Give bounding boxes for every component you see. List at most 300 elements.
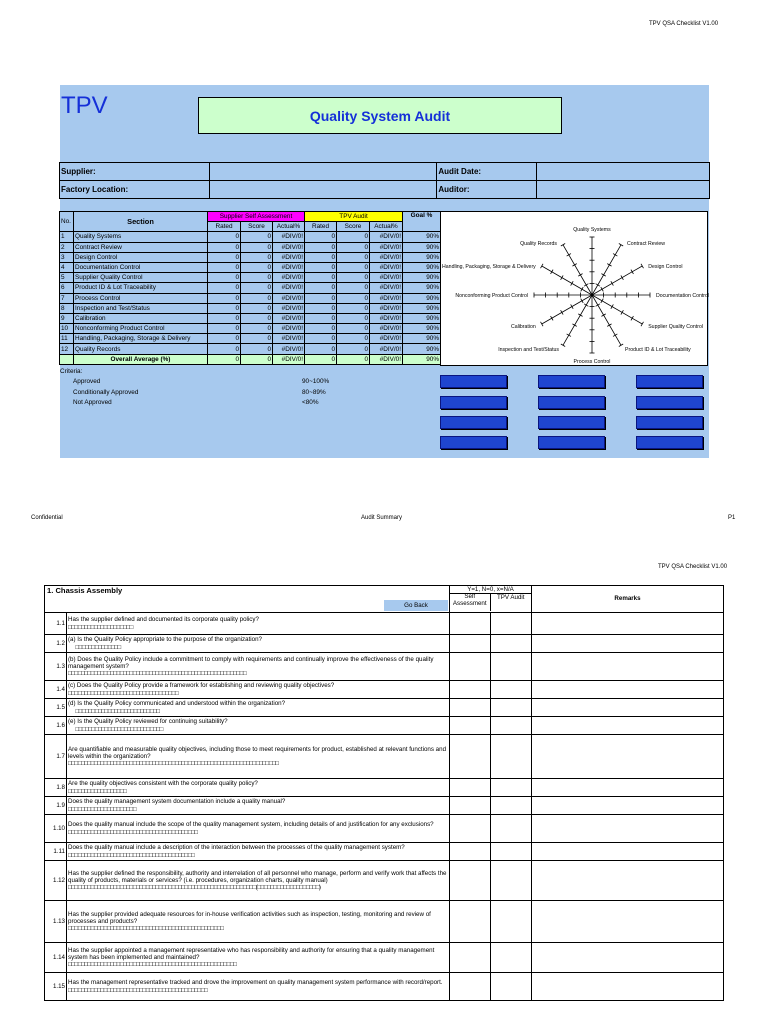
goal-value: 90% <box>403 344 441 354</box>
question-translation: □□□□□□□□□□□□□□□□□□□□□□□□□□□ <box>68 725 163 733</box>
radar-axis <box>592 295 642 324</box>
remarks-column-header: Remarks <box>532 586 724 613</box>
score-value: #DIV/0! <box>370 334 403 344</box>
score-value: 0 <box>305 303 337 313</box>
tpv-audit-input[interactable] <box>491 797 532 815</box>
radar-axis-label: Inspection and Test/Status <box>498 347 559 354</box>
section-nav-button[interactable] <box>538 436 605 449</box>
section-number: 5 <box>60 273 74 283</box>
score-value: 0 <box>337 324 370 334</box>
score-value: 0 <box>337 262 370 272</box>
criteria-range: <80% <box>302 399 319 407</box>
scale-note: Y=1, N=0, x=N/A <box>450 586 531 594</box>
tpv-audit-input[interactable] <box>491 699 532 717</box>
score-value: 0 <box>241 313 273 323</box>
score-value: 0 <box>305 262 337 272</box>
score-value: #DIV/0! <box>273 293 305 303</box>
item-number: 1.8 <box>45 779 67 797</box>
score-value: 0 <box>337 273 370 283</box>
footer-confidential: Confidential <box>31 515 63 521</box>
item-number: 1.9 <box>45 797 67 815</box>
question-text: Has the supplier defined the responsibility, authority and interrelation of all personnel who manage, perform and verify work that affects the quality of products, materials or services? (i.e. procedures, organization charts, quality manual) <box>68 869 447 884</box>
score-value: 0 <box>305 344 337 354</box>
score-value: 0 <box>305 252 337 262</box>
score-value: #DIV/0! <box>370 273 403 283</box>
page-header-version: TPV QSA Checklist V1.00 <box>649 21 719 27</box>
checklist-row <box>45 843 724 861</box>
self-assessment-input[interactable] <box>450 613 491 635</box>
self-assessment-input[interactable] <box>450 815 491 843</box>
overall-value: #DIV/0! <box>273 354 305 364</box>
score-value: #DIV/0! <box>273 232 305 242</box>
score-value: 0 <box>241 293 273 303</box>
checklist-row <box>45 653 724 681</box>
criteria-label: Approved <box>73 378 101 386</box>
question-translation: □□□□□□□□□□□□□□□□□□□□□□□□□□□□□□□□□□□□□□□□□□□□□□□□□□□□□□□□□□□□□□□□□ <box>68 760 279 768</box>
score-value: 0 <box>208 232 241 242</box>
checklist-row <box>45 717 724 735</box>
radar-axis <box>542 295 592 324</box>
score-value: #DIV/0! <box>370 242 403 252</box>
auditor-label: Auditor: <box>437 181 537 199</box>
question-cell <box>67 861 450 901</box>
score-value: 0 <box>337 283 370 293</box>
question-text: Has the management representative tracked and drove the improvement on quality management system performance with record/report. <box>68 979 443 987</box>
radar-axis <box>563 295 592 345</box>
section-score-row <box>60 273 441 283</box>
radar-tick <box>619 244 623 247</box>
item-number: 1.10 <box>45 815 67 843</box>
remarks-input[interactable] <box>532 681 724 699</box>
score-value: 0 <box>337 313 370 323</box>
criteria-title: Criteria: <box>60 367 83 375</box>
question-translation: □□□□□□□□□□□□□□□□□□□□□□□□□□□□□□□□□□□□□□□□ <box>68 828 198 836</box>
radar-tick <box>551 316 554 320</box>
tpv-audit-input[interactable] <box>491 735 532 779</box>
question-translation: □□□□□□□□□□□□□□□□□□□□ <box>68 623 133 631</box>
self-assessment-column-header: Self Assessment <box>450 594 491 611</box>
score-value: #DIV/0! <box>370 344 403 354</box>
score-value: 0 <box>241 303 273 313</box>
score-value: 0 <box>208 273 241 283</box>
radar-tick <box>561 275 564 279</box>
question-cell <box>67 653 450 681</box>
self-assessment-input[interactable] <box>450 735 491 779</box>
tpv-audit-input[interactable] <box>491 681 532 699</box>
radar-tick <box>613 254 617 256</box>
section-number: 12 <box>60 344 74 354</box>
section-name: Product ID & Lot Traceability <box>74 283 208 293</box>
radar-tick <box>611 281 614 285</box>
overall-value: 0 <box>337 354 370 364</box>
question-cell <box>67 735 450 779</box>
self-assessment-input[interactable] <box>450 699 491 717</box>
section-score-row <box>60 303 441 313</box>
supplier-label: Supplier: <box>60 163 210 181</box>
section-nav-button[interactable] <box>636 396 703 409</box>
radar-tick <box>641 322 644 326</box>
criteria-label: Conditionally Approved <box>73 388 139 396</box>
section-nav-button[interactable] <box>636 416 703 429</box>
score-value: 0 <box>305 334 337 344</box>
checklist-row <box>45 735 724 779</box>
radar-tick <box>571 304 574 308</box>
section-score-row <box>60 324 441 334</box>
section-score-row <box>60 242 441 252</box>
question-cell <box>67 779 450 797</box>
self-assessment-input[interactable] <box>450 681 491 699</box>
section-nav-button[interactable] <box>538 416 605 429</box>
self-assessment-input[interactable] <box>450 779 491 797</box>
score-value: 0 <box>241 242 273 252</box>
section-nav-button[interactable] <box>636 375 703 388</box>
radar-tick <box>601 314 605 317</box>
radar-axis-label: Calibration <box>510 324 536 330</box>
score-value: 0 <box>208 252 241 262</box>
radar-tick <box>561 244 565 247</box>
auditor-field[interactable] <box>537 181 710 199</box>
tpv-audit-input[interactable] <box>491 973 532 1001</box>
self-assessment-input[interactable] <box>450 797 491 815</box>
overall-value: 0 <box>208 354 241 364</box>
radar-tick <box>581 287 584 291</box>
radar-tick <box>567 254 571 256</box>
score-value: 0 <box>337 293 370 303</box>
item-number: 1.15 <box>45 973 67 1001</box>
score-value: #DIV/0! <box>273 334 305 344</box>
radar-tick <box>601 274 605 277</box>
self-assessment-input[interactable] <box>450 861 491 901</box>
question-cell <box>67 635 450 653</box>
section-nav-button[interactable] <box>440 396 507 409</box>
score-value: 0 <box>241 334 273 344</box>
radar-axis-label: Quality Systems <box>573 227 611 233</box>
section-name: Nonconforming Product Control <box>74 324 208 334</box>
checklist-row <box>45 635 724 653</box>
question-text: Does the quality manual include a description of the interaction between the processes of the quality management system? <box>68 844 405 852</box>
section-name: Process Control <box>74 293 208 303</box>
score-value: 0 <box>241 324 273 334</box>
tpv-audit-input[interactable] <box>491 843 532 861</box>
goal-value: 90% <box>403 313 441 323</box>
goal-value: 90% <box>403 283 441 293</box>
section-nav-button[interactable] <box>538 375 605 388</box>
score-value: #DIV/0! <box>370 252 403 262</box>
goal-value: 90% <box>403 303 441 313</box>
section-score-row <box>60 344 441 354</box>
overall-value: 0 <box>241 354 273 364</box>
goal-value: 90% <box>403 334 441 344</box>
goal-value: 90% <box>403 242 441 252</box>
radar-tick <box>596 304 600 307</box>
score-column-header <box>450 586 532 613</box>
score-subheader: Actual% <box>273 222 305 232</box>
remarks-input[interactable] <box>532 797 724 815</box>
overall-no-cell <box>60 354 74 364</box>
question-text: Has the supplier appointed a management representative who has responsibility and authority for ensuring that a quality management system has been implemented and maintained? <box>68 946 435 961</box>
score-value: 0 <box>208 303 241 313</box>
section-nav-button[interactable] <box>636 436 703 449</box>
radar-tick <box>621 275 624 279</box>
section-nav-button[interactable] <box>440 416 507 429</box>
question-cell <box>67 843 450 861</box>
self-assessment-input[interactable] <box>450 717 491 735</box>
radar-tick <box>613 334 617 337</box>
score-subheader: Actual% <box>370 222 403 232</box>
score-value: #DIV/0! <box>273 242 305 252</box>
score-subheader: Rated <box>208 222 241 232</box>
goal-value: 90% <box>403 262 441 272</box>
question-text: (c) Does the Quality Policy provide a framework for establishing and reviewing quality objectives? <box>68 682 335 690</box>
score-value: 0 <box>337 334 370 344</box>
section-name: Calibration <box>74 313 208 323</box>
section-title: 1. Chassis Assembly <box>47 586 123 595</box>
tpv-audit-input[interactable] <box>491 943 532 973</box>
goal-value: 90% <box>403 293 441 303</box>
checklist-row <box>45 861 724 901</box>
radar-tick <box>584 284 588 287</box>
audit-info-table <box>59 162 710 199</box>
question-translation: □□□□□□□□□□□□□□□□□□□□□□□□□□□□□□□□□□□□□□□□□□□□□□□□□□□□□□□□□□(□□□□□□□□□□□□□□□□□□□) <box>68 884 321 892</box>
score-value: 0 <box>305 283 337 293</box>
goal-value: 90% <box>403 273 441 283</box>
score-value: 0 <box>208 293 241 303</box>
tpv-audit-input[interactable] <box>491 635 532 653</box>
section-number: 4 <box>60 262 74 272</box>
question-cell <box>67 901 450 943</box>
checklist-row <box>45 797 724 815</box>
score-value: #DIV/0! <box>273 262 305 272</box>
question-text: Has the supplier provided adequate resources for in-house verification activities such as inspection, testing, monitoring and review of processes and products? <box>68 910 431 925</box>
radar-tick <box>596 284 600 287</box>
goal-value: 90% <box>403 252 441 262</box>
section-header: Section <box>74 212 208 232</box>
remarks-input[interactable] <box>532 973 724 1001</box>
remarks-input[interactable] <box>532 717 724 735</box>
remarks-input[interactable] <box>532 635 724 653</box>
radar-axis <box>592 295 621 345</box>
self-assessment-input[interactable] <box>450 843 491 861</box>
radar-tick <box>621 310 624 314</box>
question-cell <box>67 699 450 717</box>
factory-location-label: Factory Location: <box>60 181 210 199</box>
item-number: 1.11 <box>45 843 67 861</box>
radar-axis-label: Contract Review <box>627 240 666 247</box>
question-text: Are quantifiable and measurable quality objectives, including those to meet requirements for product, established at relevant functions and levels within the organization? <box>68 745 447 760</box>
radar-axis-label: Product ID & Lot Traceability <box>625 347 691 354</box>
go-back-button[interactable]: Go Back <box>384 600 448 611</box>
tpv-audit-input[interactable] <box>491 779 532 797</box>
goal-header: Goal % <box>403 212 441 232</box>
radar-tick <box>541 322 544 326</box>
remarks-input[interactable] <box>532 901 724 943</box>
section-nav-button[interactable] <box>538 396 605 409</box>
question-translation: □□□□□□□□□□□□□□□□□□□□□□□□□□□□□□□□□□□□□□□□□□□□□□□□□□□□ <box>68 961 237 969</box>
checklist-row <box>45 901 724 943</box>
radar-chart <box>440 211 708 366</box>
score-value: #DIV/0! <box>273 344 305 354</box>
score-value: 0 <box>208 313 241 323</box>
question-cell <box>67 717 450 735</box>
tpv-audit-input[interactable] <box>491 815 532 843</box>
criteria-range: 90~100% <box>302 378 330 386</box>
checklist-row <box>45 973 724 1001</box>
section-score-table <box>59 211 441 365</box>
footer-title: Audit Summary <box>361 515 403 521</box>
question-cell <box>67 815 450 843</box>
section-number: 8 <box>60 303 74 313</box>
remarks-input[interactable] <box>532 735 724 779</box>
question-text: (e) Is the Quality Policy reviewed for continuing suitability? <box>68 718 228 726</box>
checklist-row <box>45 943 724 973</box>
checklist-row <box>45 613 724 635</box>
radar-tick <box>631 316 634 320</box>
question-translation: □□□□□□□□□□□□□□□□□□ <box>68 787 127 795</box>
section-name: Quality Systems <box>74 232 208 242</box>
remarks-input[interactable] <box>532 943 724 973</box>
radar-axis <box>542 266 592 295</box>
score-value: 0 <box>337 344 370 354</box>
item-number: 1.2 <box>45 635 67 653</box>
remarks-input[interactable] <box>532 843 724 861</box>
section-number: 2 <box>60 242 74 252</box>
section-number: 7 <box>60 293 74 303</box>
score-subheader: Score <box>337 222 370 232</box>
radar-axis-label: Supplier Quality Control <box>648 324 704 330</box>
radar-tick <box>572 324 576 327</box>
section-name: Supplier Quality Control <box>74 273 208 283</box>
remarks-input[interactable] <box>532 613 724 635</box>
score-value: #DIV/0! <box>273 303 305 313</box>
remarks-input[interactable] <box>532 653 724 681</box>
section-number: 1 <box>60 232 74 242</box>
radar-axis-label: Design Control <box>648 264 683 270</box>
score-value: 0 <box>337 242 370 252</box>
remarks-input[interactable] <box>532 815 724 843</box>
remarks-input[interactable] <box>532 861 724 901</box>
overall-goal: 90% <box>403 354 441 364</box>
criteria-block <box>60 366 340 408</box>
question-translation: □□□□□□□□□□□□□□ <box>68 643 121 651</box>
tpv-audit-input[interactable] <box>491 717 532 735</box>
score-value: 0 <box>241 232 273 242</box>
question-translation: □□□□□□□□□□□□□□□□□□□□□□□□□□□□□□□□□□□□□□□ <box>68 851 195 859</box>
radar-tick <box>561 310 564 314</box>
score-value: #DIV/0! <box>370 313 403 323</box>
overall-value: #DIV/0! <box>370 354 403 364</box>
tpv-audit-input[interactable] <box>491 653 532 681</box>
tpv-audit-input[interactable] <box>491 901 532 943</box>
remarks-input[interactable] <box>532 699 724 717</box>
score-value: #DIV/0! <box>370 324 403 334</box>
radar-tick <box>601 287 604 291</box>
score-value: 0 <box>208 242 241 252</box>
question-text: Has the supplier defined and documented its corporate quality policy? <box>68 616 259 624</box>
item-number: 1.13 <box>45 901 67 943</box>
score-value: #DIV/0! <box>273 313 305 323</box>
radar-tick <box>581 299 584 303</box>
section-name: Handling, Packaging, Storage & Delivery <box>74 334 208 344</box>
radar-axis-label: Nonconforming Product Control <box>455 293 528 299</box>
question-translation: □□□□□□□□□□□□□□□□□□□□□□□□□□□□□□□□□□□□□□□□□□□ <box>68 986 208 994</box>
question-text: (b) Does the Quality Policy include a commitment to comply with requirements and continually improve the effectiveness of the quality management system? <box>68 655 434 670</box>
question-cell <box>67 943 450 973</box>
section-nav-button[interactable] <box>440 375 507 388</box>
section-score-row <box>60 283 441 293</box>
item-number: 1.6 <box>45 717 67 735</box>
radar-axis-label: Quality Records <box>520 240 557 247</box>
score-value: #DIV/0! <box>273 273 305 283</box>
question-text: (d) Is the Quality Policy communicated and understood within the organization? <box>68 700 286 708</box>
goal-value: 90% <box>403 324 441 334</box>
checklist-row <box>45 681 724 699</box>
radar-chart-svg <box>441 212 709 367</box>
question-text: (a) Is the Quality Policy appropriate to the purpose of the organization? <box>68 636 262 644</box>
score-value: #DIV/0! <box>370 283 403 293</box>
criteria-range: 80~89% <box>302 388 326 396</box>
self-assessment-input[interactable] <box>450 901 491 943</box>
remarks-input[interactable] <box>532 779 724 797</box>
radar-axis-label: Process Control <box>573 359 611 365</box>
question-cell <box>67 973 450 1001</box>
score-value: #DIV/0! <box>273 252 305 262</box>
question-translation: □□□□□□□□□□□□□□□□□□□□□□□□□□□□□□□□□□□□□□□□□□□□□□□□□□□□□□□ <box>68 670 247 678</box>
score-value: 0 <box>241 262 273 272</box>
section-nav-button[interactable] <box>440 436 507 449</box>
tpv-audit-header: TPV Audit <box>305 212 403 222</box>
score-value: 0 <box>305 293 337 303</box>
radar-tick <box>571 281 574 285</box>
audit-title: Quality System Audit <box>198 97 562 134</box>
score-value: #DIV/0! <box>370 303 403 313</box>
section-number: 9 <box>60 313 74 323</box>
score-subheader: Score <box>241 222 273 232</box>
score-value: 0 <box>305 324 337 334</box>
score-subheader: Rated <box>305 222 337 232</box>
page2-header-version: TPV QSA Checklist V1.00 <box>658 564 728 570</box>
section-number: 10 <box>60 324 74 334</box>
score-value: #DIV/0! <box>370 232 403 242</box>
section-number: 6 <box>60 283 74 293</box>
item-number: 1.14 <box>45 943 67 973</box>
self-assessment-input[interactable] <box>450 973 491 1001</box>
score-value: 0 <box>305 273 337 283</box>
radar-tick <box>641 264 644 268</box>
question-translation: □□□□□□□□□□□□□□□□□□□□□□□□□□ <box>68 707 160 715</box>
tpv-audit-input[interactable] <box>491 613 532 635</box>
section-name: Contract Review <box>74 242 208 252</box>
section-name: Documentation Control <box>74 262 208 272</box>
score-value: #DIV/0! <box>273 324 305 334</box>
section-score-row <box>60 262 441 272</box>
section-name: Inspection and Test/Status <box>74 303 208 313</box>
question-translation: □□□□□□□□□□□□□□□□□□□□□□□□□□□□□□□□□□□□□□□□□□□□□□□□ <box>68 925 224 933</box>
question-cell <box>67 613 450 635</box>
item-number: 1.5 <box>45 699 67 717</box>
self-assessment-input[interactable] <box>450 943 491 973</box>
self-assessment-input[interactable] <box>450 635 491 653</box>
question-text: Does the quality management system documentation include a quality manual? <box>68 798 286 806</box>
radar-tick <box>619 344 623 347</box>
audit-date-field[interactable] <box>537 163 710 181</box>
score-value: 0 <box>241 252 273 262</box>
supplier-field[interactable] <box>209 163 437 181</box>
factory-location-field[interactable] <box>209 181 437 199</box>
tpv-audit-input[interactable] <box>491 861 532 901</box>
radar-tick <box>578 314 582 317</box>
self-assessment-input[interactable] <box>450 653 491 681</box>
item-number: 1.7 <box>45 735 67 779</box>
